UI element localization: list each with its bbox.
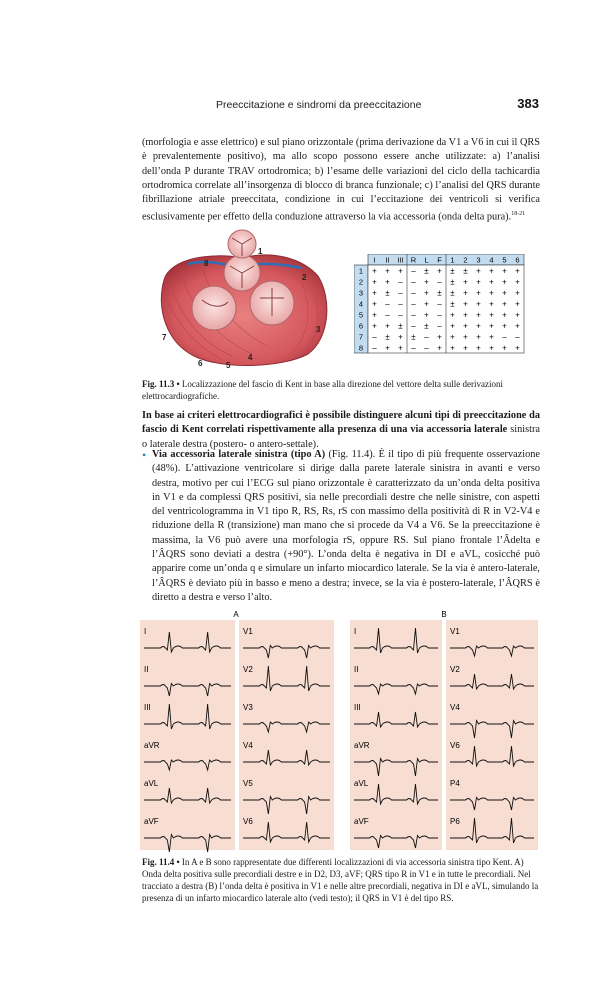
ecg-lead-label: V2 (243, 665, 253, 674)
table-cell: + (385, 343, 390, 353)
table-cell: + (424, 310, 429, 320)
table-row-number: 5 (358, 310, 364, 320)
caption-text: Localizzazione del fascio di Kent in base alla direzione del vettore delta sulle derivazioni elettrocardiografiche. (142, 379, 504, 401)
ecg-lead-label: aVF (144, 817, 159, 826)
table-cell: + (476, 332, 481, 342)
ecg-lead-label: III (354, 703, 361, 712)
ecg-lead-label: II (144, 665, 149, 674)
table-cell: + (515, 288, 520, 298)
ecg-lead-label: II (354, 665, 359, 674)
table-row-number: 4 (358, 299, 364, 309)
table-cell: – (398, 299, 403, 309)
heart-label-3: 3 (316, 325, 321, 334)
table-cell: – (372, 332, 377, 342)
ecg-lead-label: aVL (354, 779, 369, 788)
table-cell: + (463, 343, 468, 353)
table-cell: – (398, 310, 403, 320)
table-cell: + (385, 277, 390, 287)
table-cell: + (372, 288, 377, 298)
table-row-number: 1 (358, 266, 364, 276)
kent-table-container (354, 254, 534, 359)
table-header: III (397, 255, 404, 265)
table-cell: + (489, 321, 494, 331)
table-cell: – (437, 277, 442, 287)
criteria-rest: sinistra o laterale destra (postero- o antero-settale). (142, 424, 540, 450)
table-header: 2 (463, 255, 468, 265)
table-cell: + (398, 343, 403, 353)
table-cell: ± (424, 321, 429, 331)
panel-label-a: A (233, 610, 239, 619)
table-cell: + (437, 266, 442, 276)
caption-text: In A e B sono rappresentate due differenti localizzazioni di via accessoria sinistra tipo Kent. A) Onda delta positiva sulle precordiali destre e in D2, D3, aVF; QRS tipo R in V1 e in tutte le precordiali. Nel tracciato a destra (B) l’onda delta è positiva in V1 e nelle altre precordiali, negativa in DI e aVL, simulando la presenza di un infarto miocardico laterale alto (vedi testo); il QRS in V1 è del tipo RS. (142, 857, 539, 903)
ecg-lead-label: V4 (450, 703, 460, 712)
ecg-lead-label: V6 (243, 817, 253, 826)
paragraph-intro (142, 136, 540, 225)
table-cell: + (450, 321, 455, 331)
table-cell: – (411, 266, 416, 276)
table-cell: + (489, 332, 494, 342)
table-header: R (410, 255, 417, 265)
table-cell: + (450, 310, 455, 320)
table-cell: + (437, 332, 442, 342)
table-header: L (424, 255, 429, 265)
table-cell: – (398, 288, 403, 298)
criteria-bold: In base ai criteri elettrocardiografici è possibile distinguere alcuni tipi di preeccitazione da fascio di Kent correlati rispettivamente alla presenza di una via accessoria laterale (142, 410, 540, 436)
table-cell: + (502, 310, 507, 320)
table-cell: + (385, 321, 390, 331)
table-cell: + (398, 266, 403, 276)
table-cell: + (372, 310, 377, 320)
table-cell: + (489, 266, 494, 276)
table-cell: + (502, 277, 507, 287)
table-cell: ± (463, 266, 468, 276)
table-cell: + (476, 310, 481, 320)
ecg-lead-label: aVR (144, 741, 160, 750)
ecg-lead-label: I (354, 627, 357, 636)
bullet-text: (Fig. 11.4). È il tipo di più frequente osservazione (48%). L’attivazione ventricolare si dirige dalla parete laterale sinistra in avanti e verso destra, motivo per cui l’ECG sul piano orizzontale è caratterizzato da un’onda delta positiva in V1 e da complessi QRS positivi, sia nelle precordiali destre che nelle sinistre, con aspetti del ventricologramma in V1 tipo R, RS, Rs, rS con massimo della positività di R in V2-V4 e riduzione della R (transizione) man mano che si procede da V4 a V6. Se la preeccitazione è massima, la V6 può avere una morfologia rS, oppure RS. Sul piano frontale l’Âdelta e l’ÂQRS sono deviati a destra (+90°). L’onda delta è negativa in DI e aVL, cosicché può apparire come un’onda q e simulare un infarto miocardico laterale. Se la via è antero-laterale, l’ÂQRS è deviato più in basso e meno a destra; invece, se la via è postero-laterale, l’ÂQRS è diretto a destra e verso l’alto. (152, 449, 540, 603)
table-cell: + (476, 288, 481, 298)
table-cell: – (411, 343, 416, 353)
table-cell: ± (411, 332, 416, 342)
heart-label-6: 6 (198, 359, 203, 368)
heart-label-5: 5 (226, 361, 231, 368)
ecg-lead-label: V1 (450, 627, 460, 636)
table-cell: – (411, 321, 416, 331)
table-cell: – (411, 277, 416, 287)
table-cell: + (372, 266, 377, 276)
table-header: F (437, 255, 442, 265)
table-cell: ± (437, 288, 442, 298)
table-row-number: 8 (358, 343, 364, 353)
ecg-lead-label: V3 (243, 703, 253, 712)
reference: 18-21 (511, 211, 526, 218)
table-cell: + (502, 288, 507, 298)
table-cell: – (385, 299, 390, 309)
table-cell: ± (424, 266, 429, 276)
table-cell: + (450, 332, 455, 342)
table-cell: + (515, 299, 520, 309)
ecg-lead-label: V2 (450, 665, 460, 674)
table-cell: – (437, 299, 442, 309)
table-cell: ± (450, 299, 455, 309)
table-cell: + (476, 299, 481, 309)
table-cell: + (424, 288, 429, 298)
panel-label-b: B (441, 610, 447, 619)
table-cell: – (502, 332, 507, 342)
table-cell: + (502, 266, 507, 276)
table-cell: + (515, 321, 520, 331)
ecg-lead-label: aVF (354, 817, 369, 826)
table-cell: + (515, 343, 520, 353)
ecg-lead-label: P6 (450, 817, 460, 826)
table-cell: ± (385, 332, 390, 342)
ecg-panel-bg (350, 620, 442, 850)
table-header: 4 (489, 255, 494, 265)
ecg-lead-label: V1 (243, 627, 253, 636)
bullet-marker-icon: • (142, 448, 147, 462)
table-cell: + (463, 321, 468, 331)
ecg-lead-label: V4 (243, 741, 253, 750)
ecg-lead-label: aVR (354, 741, 370, 750)
table-cell: + (450, 343, 455, 353)
table-cell: + (424, 277, 429, 287)
table-cell: + (463, 288, 468, 298)
table-cell: + (437, 343, 442, 353)
table-row-number: 6 (358, 321, 364, 331)
table-cell: – (385, 310, 390, 320)
table-cell: + (515, 277, 520, 287)
table-header: I (373, 255, 376, 265)
table-cell: + (515, 266, 520, 276)
table-cell: + (502, 321, 507, 331)
ecg-lead-label: V6 (450, 741, 460, 750)
table-cell: – (437, 310, 442, 320)
ecg-panel-bg (140, 620, 235, 850)
table-cell: + (372, 299, 377, 309)
table-cell: – (424, 343, 429, 353)
table-cell: + (489, 310, 494, 320)
table-header: 3 (476, 255, 481, 265)
kent-table (354, 254, 534, 354)
table-cell: + (476, 321, 481, 331)
table-cell: + (463, 277, 468, 287)
figure-11-3 (142, 228, 542, 368)
table-cell: ± (450, 288, 455, 298)
table-cell: – (411, 310, 416, 320)
table-row-number: 3 (358, 288, 364, 298)
ecg-panel-bg (446, 620, 538, 850)
table-cell: + (463, 310, 468, 320)
bullet-type-a (142, 448, 540, 605)
running-title: Preeccitazione e sindromi da preeccitazione (216, 99, 422, 111)
table-cell: + (489, 299, 494, 309)
table-cell: + (476, 266, 481, 276)
table-cell: + (463, 299, 468, 309)
figure-11-4 (140, 608, 545, 856)
bullet-heading: Via accessoria laterale sinistra (tipo A) (152, 449, 326, 460)
ecg-lead-label: I (144, 627, 147, 636)
table-cell: ± (450, 277, 455, 287)
figure-11-3-caption (142, 378, 540, 402)
caption-label: Fig. 11.4 • (142, 857, 180, 867)
table-header: 1 (450, 255, 455, 265)
table-cell: + (385, 266, 390, 276)
ecg-lead-label: V5 (243, 779, 253, 788)
table-cell: + (463, 332, 468, 342)
caption-label: Fig. 11.3 • (142, 379, 180, 389)
table-cell: + (476, 277, 481, 287)
table-cell: – (398, 277, 403, 287)
table-cell: + (489, 343, 494, 353)
table-header: 6 (515, 255, 520, 265)
heart-label-2: 2 (302, 273, 307, 282)
heart-label-4: 4 (248, 353, 253, 362)
ecg-panels (140, 608, 545, 856)
table-cell: – (424, 332, 429, 342)
table-row-number: 7 (358, 332, 364, 342)
paragraph-intro-text: (morfologia e asse elettrico) e sul piano orizzontale (prima derivazione da V1 a V6 in cui il QRS è prevalentemente positivo), ma allo scopo possono essere anche utilizzate: a) l’analisi dell’onda P durante TRAV ortodromica; b) l’esame delle variazioni del ciclo della tachicardia ortodromica correlate all’insorgenza di blocco di branca funzionale; c) l’analisi del QRS durante fibrillazione atriale preeccitata, condizione in cui l’eccitazione dei ventricoli si verifica esclusivamente per effetto della conduzione attraverso la via accessoria (onda delta pura). (142, 137, 540, 223)
table-header: 5 (502, 255, 507, 265)
table-row-number: 2 (358, 277, 364, 287)
page-header (0, 96, 605, 116)
figure-11-4-caption (142, 856, 540, 904)
table-cell: – (411, 299, 416, 309)
table-cell: + (489, 277, 494, 287)
table-cell: ± (398, 321, 403, 331)
ecg-panel-bg (239, 620, 334, 850)
table-cell: + (424, 299, 429, 309)
table-cell: + (476, 343, 481, 353)
page-number: 383 (517, 96, 539, 111)
table-cell: ± (450, 266, 455, 276)
table-cell: – (515, 332, 520, 342)
heart-label-1: 1 (258, 247, 263, 256)
heart-label-8: 8 (204, 259, 209, 268)
heart-label-7: 7 (162, 333, 167, 342)
table-cell: + (502, 299, 507, 309)
table-cell: ± (385, 288, 390, 298)
table-header: II (385, 255, 390, 265)
table-cell: + (489, 288, 494, 298)
table-cell: + (502, 343, 507, 353)
ecg-lead-label: III (144, 703, 151, 712)
table-cell: + (372, 321, 377, 331)
ecg-lead-label: aVL (144, 779, 159, 788)
table-cell: – (372, 343, 377, 353)
table-cell: + (515, 310, 520, 320)
table-cell: + (372, 277, 377, 287)
ecg-lead-label: P4 (450, 779, 460, 788)
table-cell: + (398, 332, 403, 342)
table-cell: – (411, 288, 416, 298)
table-cell: – (437, 321, 442, 331)
paragraph-criteria (142, 409, 540, 452)
